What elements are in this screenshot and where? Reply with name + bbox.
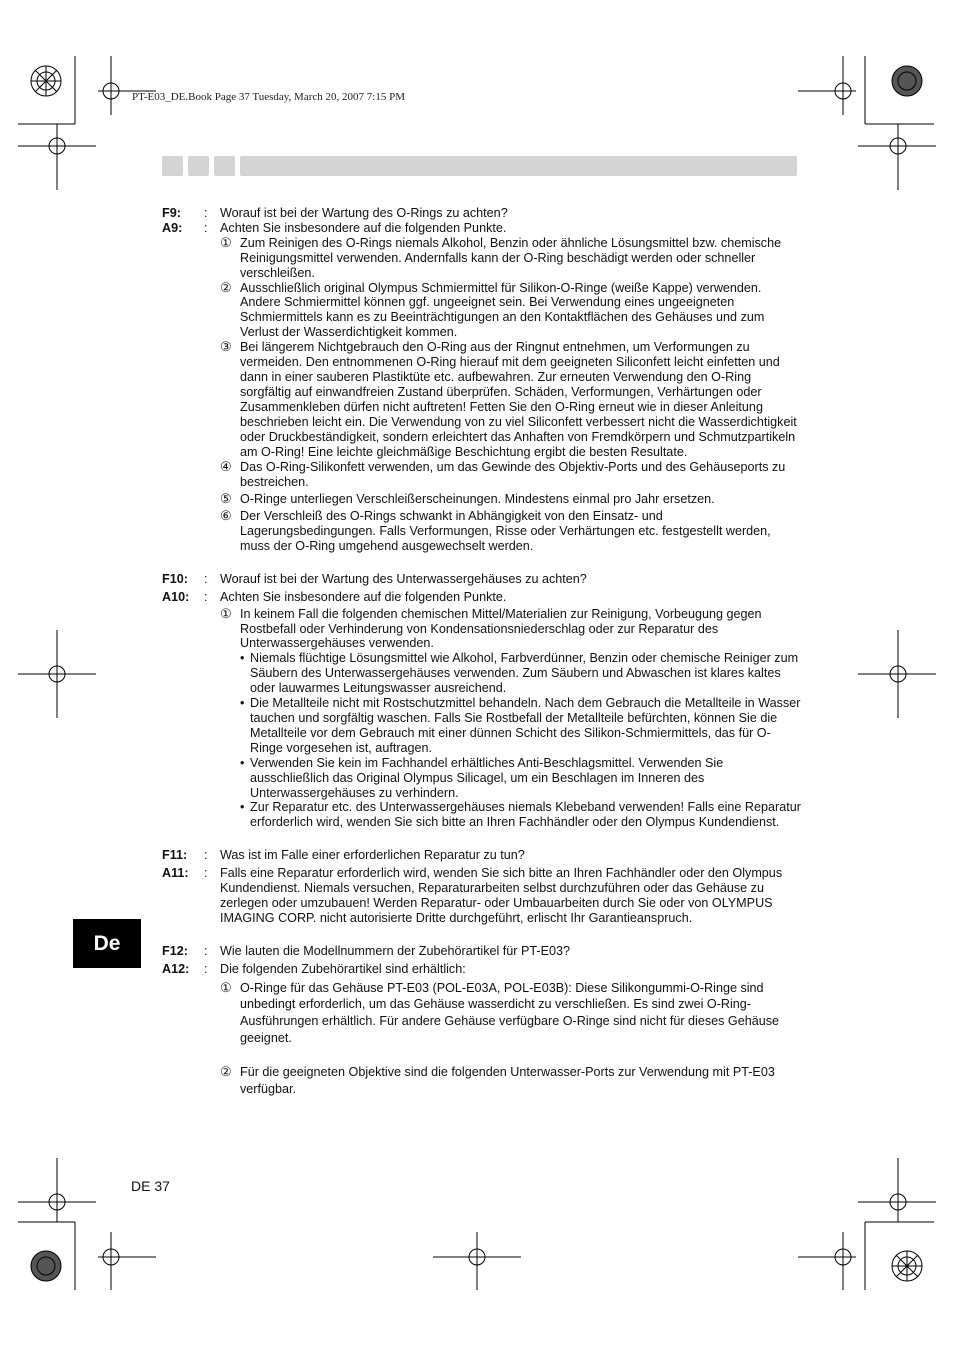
crosshair-icon xyxy=(858,124,936,190)
list-item xyxy=(162,340,802,459)
crosshair-icon xyxy=(18,1158,96,1222)
bullet-item xyxy=(162,696,802,756)
separator: : xyxy=(204,848,208,863)
language-tab: De xyxy=(73,919,141,968)
crosshair-icon xyxy=(98,1232,156,1290)
item-number: ① xyxy=(220,979,232,995)
question-label: F12: xyxy=(162,943,188,958)
question-text: Worauf ist bei der Wartung des O-Rings zu achten? xyxy=(220,206,508,220)
answer-a10 xyxy=(162,590,802,605)
item-text: O-Ringe unterliegen Verschleißerscheinungen. Mindestens einmal pro Jahr ersetzen. xyxy=(240,492,715,507)
registration-target-icon xyxy=(31,1251,61,1281)
bullet-item xyxy=(162,651,802,696)
separator: : xyxy=(204,866,208,881)
question-label: F9: xyxy=(162,206,181,220)
crosshair-icon xyxy=(98,56,156,115)
header-band-square xyxy=(214,156,235,176)
separator: : xyxy=(204,589,208,604)
bullet-text: Niemals flüchtige Lösungsmittel wie Alkohol, Farbverdünner, Benzin oder chemische Reiniger zum Säubern des Unterwassergehäuses verwenden. Zum Säubern und Abwaschen ist klares kaltes oder lauwarmes Leitungswasser ausreichend. xyxy=(250,651,799,696)
bullet: • xyxy=(240,755,245,770)
item-text: Bei längerem Nichtgebrauch den O-Ring aus der Ringnut entnehmen, um Verformungen zu vermeiden. Den entnommenen O-Ring hierauf mit dem geeigneten Siliconfett leicht einfetten und dann in einer sauberen Plastiktüte etc. aufbewahren. Zur erneuten Verwendung den O-Ring sorgfältig auf einwandfreien Zustand überprüfen. Schäden, Verformungen, Verhärtungen oder Zusammenkleben dürfen nicht auftreten! Fetten Sie den O-Ring erneut wie in dieser Anleitung beschrieben leicht ein. Die Verwendung von zu viel Siliconfett verbessert nicht die Wasserdichtigkeit oder Druckbeständigkeit, sondern erleichtert das Anhaften von Fremdkörpern und Schmutzpartikeln am O-Ring! Eine leichte gleichmäßige Beschichtung ergibt die besten Resultate. xyxy=(240,340,797,459)
list-item xyxy=(162,1064,802,1098)
item-number: ⑥ xyxy=(220,508,232,524)
list-item xyxy=(162,236,802,281)
separator: : xyxy=(204,571,208,586)
list-item xyxy=(162,607,802,652)
crosshair-icon xyxy=(18,630,96,718)
question-label: F10: xyxy=(162,571,188,586)
item-number: ② xyxy=(220,1063,232,1079)
item-text: Der Verschleiß des O-Rings schwankt in Abhängigkeit von den Einsatz- und Lagerungsbedingungen. Falls Verformungen, Risse oder Verhärtungen etc. festgestellt werden, muss der O-Ring umgehend ausgewechselt werden. xyxy=(240,509,771,553)
answer-text: Achten Sie insbesondere auf die folgenden Punkte. xyxy=(220,589,507,604)
registration-target-icon xyxy=(892,66,922,96)
separator: : xyxy=(204,206,208,220)
item-text: Ausschließlich original Olympus Schmiermittel für Silikon-O-Ringe (weiße Kappe) verwenden. Andere Schmiermittel können ggf. ungeeignet sein. Bei Verwendung eines ungeeigneten Schmiermittels kann es zu Beeinträchtigungen an den Kontaktflächen des Gehäuses und zum Verlust der Wasserdichtigkeit kommen. xyxy=(240,280,765,340)
crosshair-icon xyxy=(798,1232,856,1290)
separator: : xyxy=(204,961,208,976)
answer-label: A10: xyxy=(162,589,190,604)
page-number: DE 37 xyxy=(131,1178,170,1194)
crosshair-icon xyxy=(858,1158,936,1222)
registration-target-icon xyxy=(31,66,61,96)
question-text: Was ist im Falle einer erforderlichen Reparatur zu tun? xyxy=(220,848,525,863)
list-item xyxy=(162,460,802,490)
crosshair-icon xyxy=(798,56,856,115)
header-band-square xyxy=(162,156,183,176)
list-item xyxy=(162,281,802,341)
item-number: ① xyxy=(220,234,232,250)
crosshair-icon xyxy=(858,630,936,718)
answer-text: Falls eine Reparatur erforderlich wird, wenden Sie sich bitte an Ihren Fachhändler oder den Olympus Kundendienst. Niemals versuchen, Reparaturarbeiten selbst durchzuführen oder das Gehäuse zu zerlegen oder umzubauen! Werden Reparatur- oder Umbauarbeiten durch Sie oder von OLYMPUS IMAGING CORP. nicht autorisierte Dritte durchgeführt, erlischt Ihr Garantieanspruch. xyxy=(220,866,783,925)
bullet: • xyxy=(240,696,245,711)
answer-label: A12: xyxy=(162,961,190,976)
item-number: ⑤ xyxy=(220,491,232,507)
answer-text: Achten Sie insbesondere auf die folgenden Punkte. xyxy=(220,220,507,235)
question-label: F11: xyxy=(162,848,188,863)
item-text: Für die geeigneten Objektive sind die folgenden Unterwasser-Ports zur Verwendung mit PT-E03 verfügbar. xyxy=(240,1064,775,1096)
list-item xyxy=(162,509,802,554)
question-f11 xyxy=(162,848,802,863)
answer-a9 xyxy=(162,221,802,236)
item-text: Zum Reinigen des O-Rings niemals Alkohol, Benzin oder ähnliche Lösungsmittel bzw. chemische Reinigungsmittel verwenden. Andernfalls kann der O-Ring beschädigt werden oder schneller verschleißen. xyxy=(240,235,782,280)
registration-target-icon xyxy=(892,1251,922,1281)
list-item xyxy=(162,492,802,507)
question-text: Worauf ist bei der Wartung des Unterwassergehäuses zu achten? xyxy=(220,571,587,586)
answer-label: A9: xyxy=(162,220,183,235)
answer-a11 xyxy=(162,866,802,926)
separator: : xyxy=(204,220,208,235)
question-text: Wie lauten die Modellnummern der Zubehörartikel für PT-E03? xyxy=(220,943,570,958)
bullet: • xyxy=(240,800,245,815)
item-text: Das O-Ring-Silikonfett verwenden, um das Gewinde des Objektiv-Ports und des Gehäuseports zu bestreichen. xyxy=(240,460,786,490)
question-f12 xyxy=(162,944,802,959)
list-item xyxy=(162,980,802,1047)
answer-label: A11: xyxy=(162,866,189,881)
question-f9 xyxy=(162,206,802,221)
bullet: • xyxy=(240,651,245,666)
crosshair-icon xyxy=(433,1232,521,1290)
bullet-text: Verwenden Sie kein im Fachhandel erhältliches Anti-Beschlagsmittel. Verwenden Sie ausschließlich das Original Olympus Silicagel, um ein Beschlagen im Inneren des Unterwassergehäuses zu verhindern. xyxy=(250,755,724,800)
item-text: O-Ringe für das Gehäuse PT-E03 (POL-E03A, POL-E03B): Diese Silikongummi-O-Ringe sind unbedingt erforderlich, um das Gehäuse wasserdicht zu verschließen. Es sind zwei O-Ring- Ausführungen erhältlich. Für andere Gehäuse verfügbare O-Ringe sind nicht für dieses Gehäuse geeignet. xyxy=(240,980,780,1045)
bullet-text: Die Metallteile nicht mit Rostschutzmittel behandeln. Nach dem Gebrauch die Metallteile in Wasser tauchen und sorgfältig waschen. Falls Sie Rostbefall der Metallteile befürchten, können Sie die Metallteile vor dem Gebrauch mit einer dünnen Schicht des Silikon-Schmiermittels, das für O-Ringe vorgesehen ist, auftragen. xyxy=(250,696,801,755)
bullet-item xyxy=(162,756,802,801)
item-text: In keinem Fall die folgenden chemischen Mittel/Materialien zur Reinigung, Vorbeugung gegen Rostbefall oder Verhinderung von Kondensationsniederschlag oder zur Reparatur des Unterwassergehäuses verwenden. xyxy=(240,606,762,651)
separator: : xyxy=(204,943,208,958)
item-number: ③ xyxy=(220,339,232,355)
bullet-text: Zur Reparatur etc. des Unterwassergehäuses niemals Klebeband verwenden! Falls eine Reparatur erforderlich wird, wenden Sie sich bitte an Ihren Fachhändler oder den Olympus Kundendienst. xyxy=(250,800,801,830)
answer-a12 xyxy=(162,962,802,977)
answer-text: Die folgenden Zubehörartikel sind erhältlich: xyxy=(220,961,466,976)
faq-content xyxy=(162,206,802,1097)
header-band-square xyxy=(188,156,209,176)
question-f10 xyxy=(162,572,802,587)
item-number: ② xyxy=(220,279,232,295)
header-band-bar xyxy=(240,156,797,176)
crosshair-icon xyxy=(18,124,96,190)
item-number: ④ xyxy=(220,459,232,475)
item-number: ① xyxy=(220,605,232,621)
bullet-item xyxy=(162,800,802,830)
print-header: PT-E03_DE.Book Page 37 Tuesday, March 20, 2007 7:15 PM xyxy=(132,91,405,103)
